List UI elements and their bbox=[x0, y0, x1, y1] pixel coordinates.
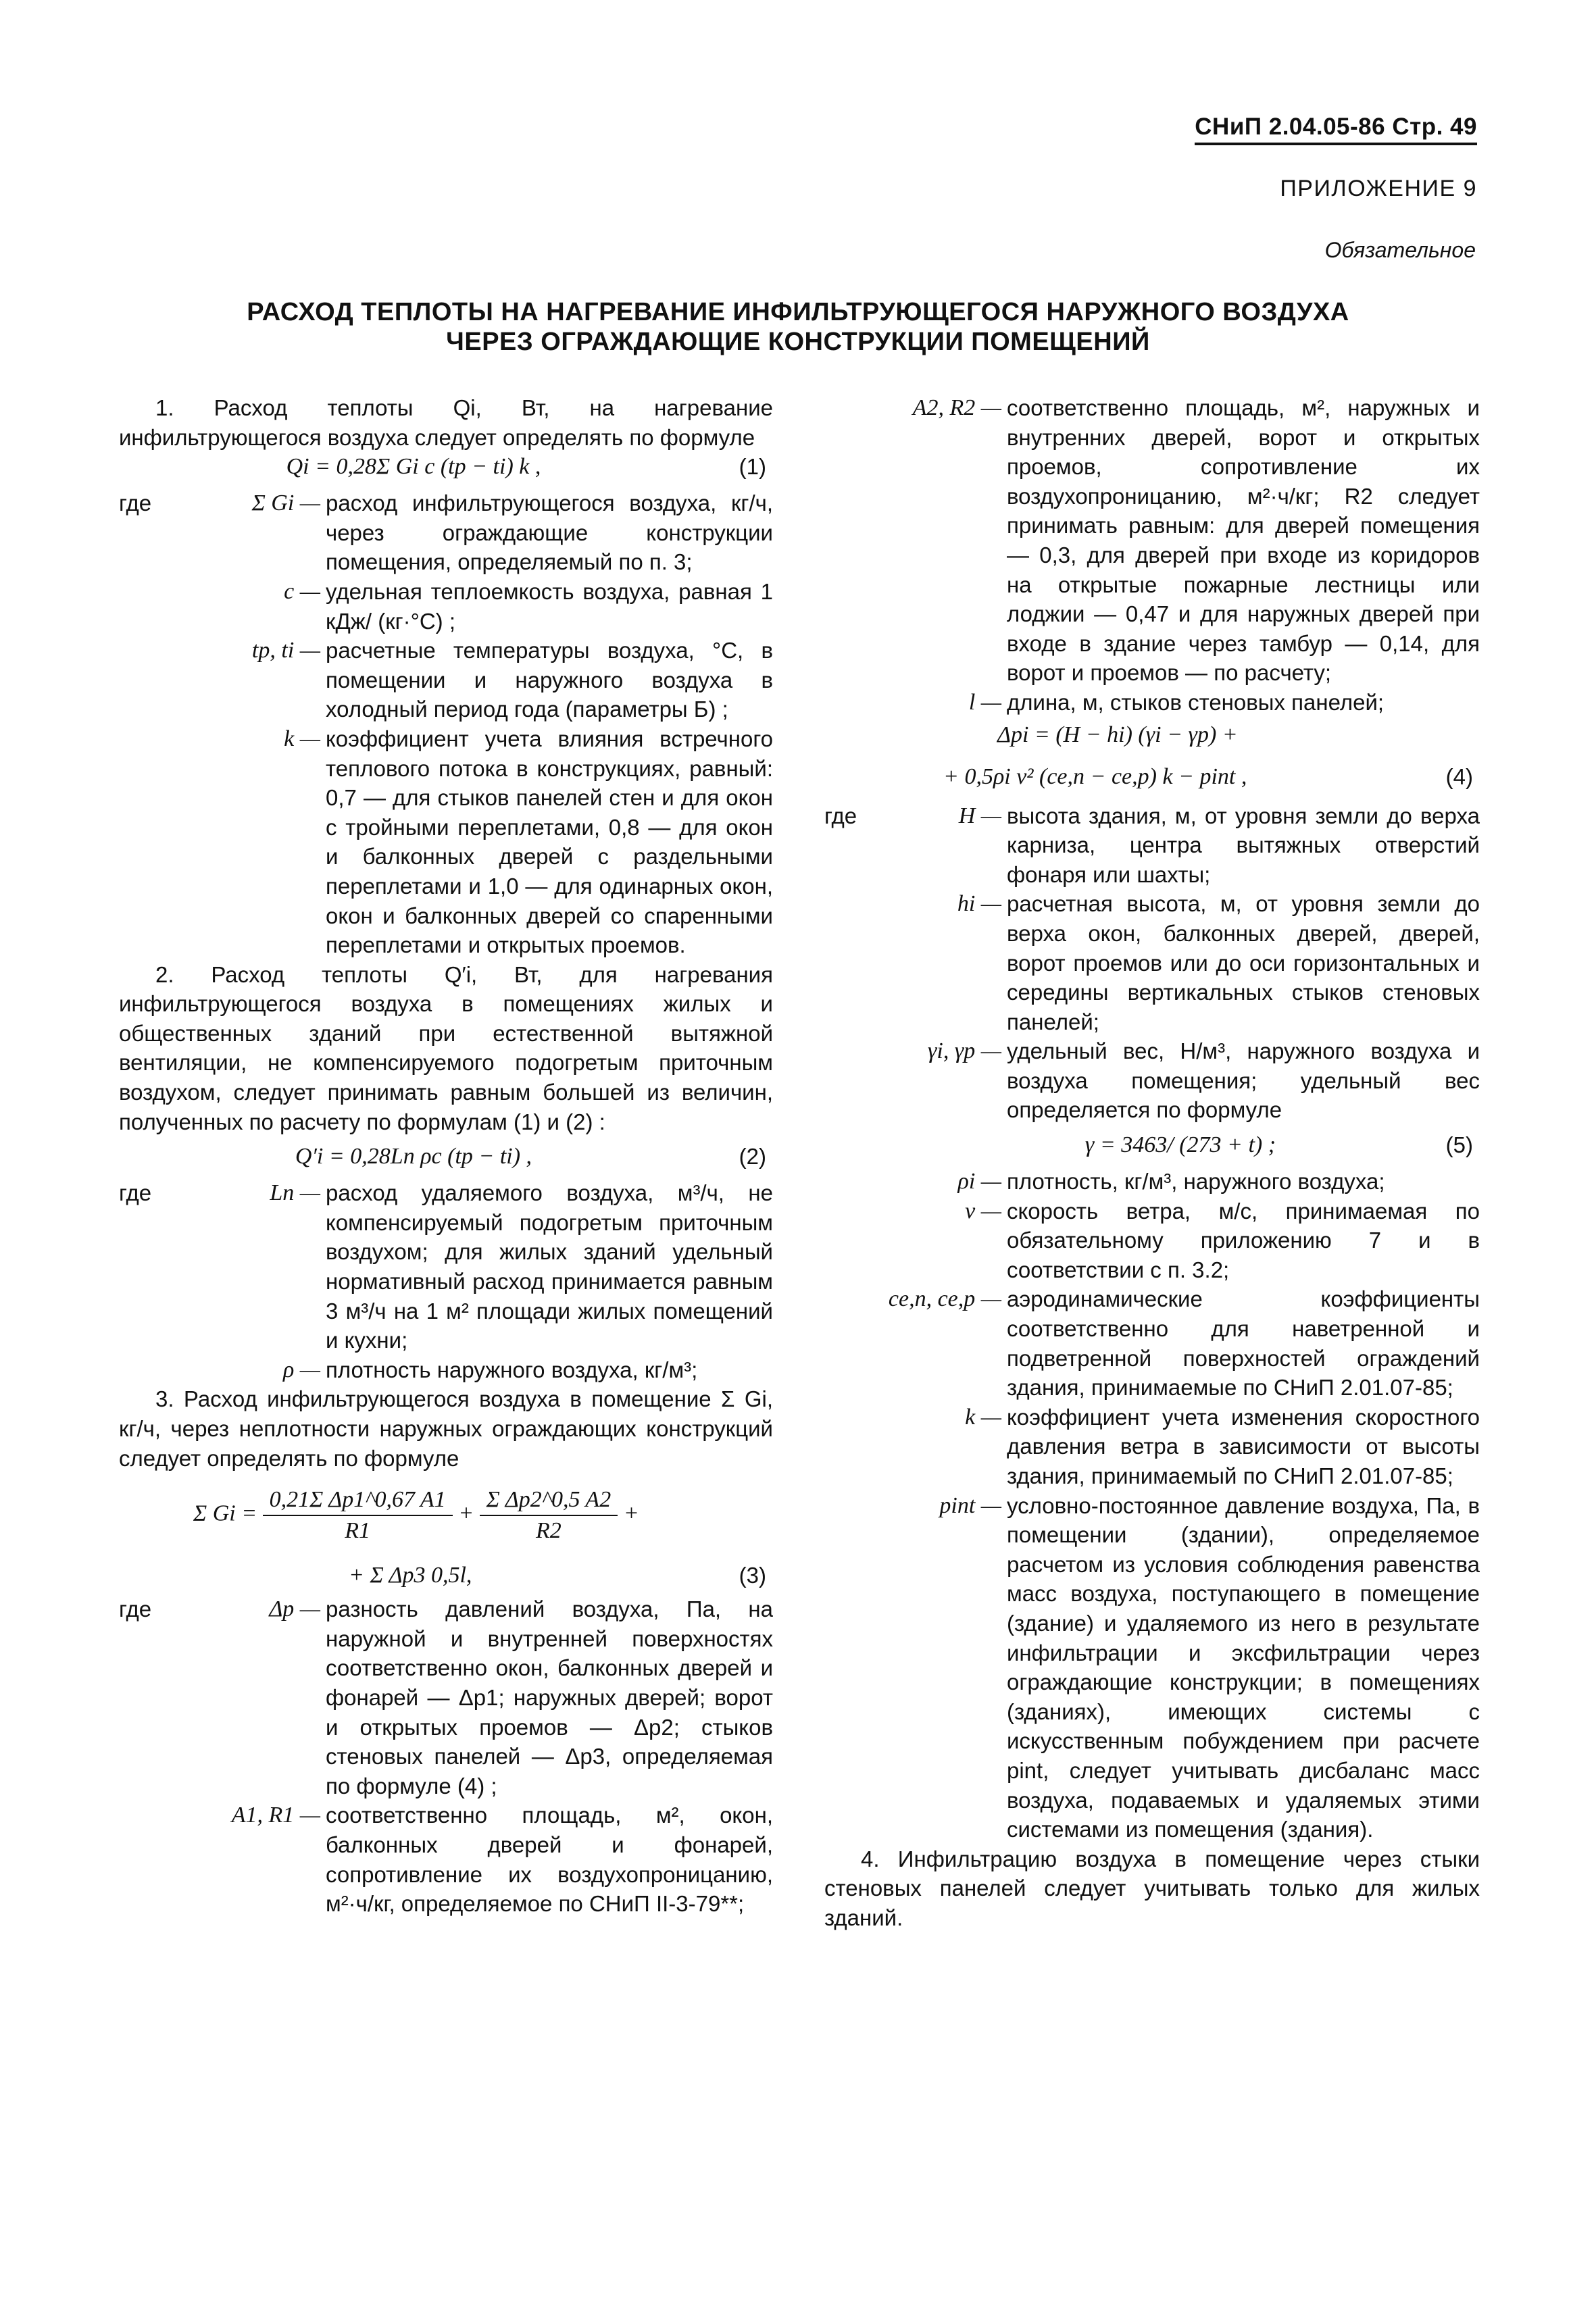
def-desc: соответственно площадь, м², окон, балконных дверей и фонарей, сопротивление их воздухопроницанию, м²·ч/кг, определяемое по СНиП II-3-79**; bbox=[326, 1803, 773, 1917]
def-desc: длина, м, стыков стеновых панелей; bbox=[1007, 689, 1385, 715]
formula-1-number: (1) bbox=[739, 454, 766, 480]
paragraph-4: 4. Инфильтрацию воздуха в помещение через стыки стеновых панелей следует учитывать только для жилых зданий. bbox=[824, 1846, 1480, 1930]
where-label: где bbox=[119, 1596, 152, 1622]
def-desc: соответственно площадь, м², наружных и внутренних дверей, ворот и открытых проемов, сопротивление их воздухопроницанию, м²·ч/кг; R2 следует принимать равным: для дверей помещения — 0,3, для дверей при входе из коридоров на открытые пожарные лестницы или лоджии — 0,47 и для наружных дверей при входе в здание через тамбур — 0,14, для ворот и проемов — по расчету; bbox=[1007, 395, 1480, 686]
def-desc: плотность наружного воздуха, кг/м³; bbox=[326, 1357, 698, 1382]
formula-3-plus: + bbox=[458, 1501, 474, 1526]
definition-list-3 bbox=[119, 1594, 773, 1919]
where-label: где bbox=[119, 491, 152, 516]
def-desc: коэффициент учета изменения скоростного давления ветра в зависимости от высоты здания, принимаемый по СНиП 2.01.07-85; bbox=[1007, 1404, 1480, 1488]
title-line-1: РАСХОД ТЕПЛОТЫ НА НАГРЕВАНИЕ ИНФИЛЬТРУЮЩЕГОСЯ НАРУЖНОГО ВОЗДУХА bbox=[247, 298, 1349, 326]
definition-list-1 bbox=[119, 488, 773, 960]
title-line-2: ЧЕРЕЗ ОГРАЖДАЮЩИЕ КОНСТРУКЦИИ ПОМЕЩЕНИЙ bbox=[446, 328, 1150, 356]
page-header: СНиП 2.04.05-86 Стр. 49 bbox=[1195, 114, 1477, 145]
fraction-2 bbox=[480, 1485, 618, 1545]
def-term: ce,n, ce,p — bbox=[888, 1286, 1001, 1312]
def-term: v — bbox=[965, 1198, 1001, 1224]
def-term: l — bbox=[968, 689, 1001, 715]
def-desc: аэродинамические коэффициенты соответственно для наветренной и подветренной поверхностей ограждений здания, принимаемые по СНиП 2.01.07-85; bbox=[1007, 1286, 1480, 1401]
formula-2-body: Q′i = 0,28Ln ρc (tp − ti) , bbox=[295, 1144, 532, 1169]
def-term: pint — bbox=[939, 1492, 1001, 1518]
paragraph-1: 1. Расход теплоты Qi, Вт, на нагревание инфильтрующегося воздуха следует определять по формуле bbox=[119, 395, 773, 450]
formula-5 bbox=[824, 1125, 1480, 1167]
def-desc: скорость ветра, м/с, принимаемая по обязательному приложению 7 и в соответствии с п. 3.2; bbox=[1007, 1198, 1480, 1282]
formula-3-body bbox=[193, 1485, 639, 1545]
def-term: Δp — bbox=[269, 1596, 320, 1622]
def-term: H — bbox=[958, 803, 1001, 828]
formula-4 bbox=[824, 718, 1480, 801]
def-term: ρ — bbox=[282, 1357, 320, 1382]
appendix-label: ПРИЛОЖЕНИЕ 9 bbox=[1280, 176, 1477, 201]
formula-1 bbox=[119, 452, 773, 488]
formula-4-line-2: + 0,5ρi v² (ce,n − ce,p) k − pint , bbox=[943, 763, 1247, 789]
formula-3-tail: + bbox=[623, 1501, 639, 1526]
status-label: Обязательное bbox=[1324, 238, 1476, 262]
formula-1-body: Qi = 0,28Σ Gi c (tp − ti) k , bbox=[286, 454, 541, 480]
def-term: Ln — bbox=[270, 1180, 320, 1206]
formula-4-line-1: Δpi = (H − hi) (γi − γp) + bbox=[997, 722, 1238, 747]
def-desc: расчетная высота, м, от уровня земли до верха окон, балконных дверей, дверей, ворот проемов или до оси горизонтальных и середины вертикальных стыков стеновых панелей; bbox=[1007, 891, 1480, 1034]
def-term: A1, R1 — bbox=[231, 1803, 320, 1828]
def-desc: удельная теплоемкость воздуха, равная 1 кДж/ (кг·°С) ; bbox=[326, 578, 773, 634]
fraction-2-numerator: Σ Δp2^0,5 A2 bbox=[480, 1485, 618, 1516]
def-term: c — bbox=[284, 578, 320, 604]
right-column bbox=[824, 393, 1480, 1933]
def-term: γi, γp — bbox=[928, 1038, 1001, 1064]
def-desc: высота здания, м, от уровня земли до верха карниза, центра вытяжных отверстий фонаря или шахты; bbox=[1007, 803, 1480, 887]
def-term: k — bbox=[284, 726, 320, 751]
where-label: где bbox=[824, 803, 857, 828]
paragraph-2: 2. Расход теплоты Q′i, Вт, для нагревания инфильтрующегося воздуха в помещениях жилых и общественных зданий при естественной вытяжной вентиляции, не компенсируемого подогретым приточным воздухом, следует принимать равным большей из величин, полученных по расчету по формулам (1) и (2) : bbox=[119, 961, 773, 1134]
def-term: ρi — bbox=[957, 1169, 1001, 1194]
def-desc: расчетные температуры воздуха, °С, в помещении и наружного воздуха в холодный период года (параметры Б) ; bbox=[326, 638, 773, 722]
def-desc: условно-постоянное давление воздуха, Па, в помещении (здании), определяемое расчетом из условия соблюдения равенства масс воздуха, поступающего в помещение (здание) и удаляемого из него в результате инфильтрации и эксфильтрации через ограждающие конструкции; в помещениях (зданиях), имеющих системы с искусственным побуждением при расчете pint, следует учитывать дисбаланс масс воздуха, подаваемых и удаляемых этими системами из помещения (здания). bbox=[1007, 1492, 1480, 1842]
left-column bbox=[119, 393, 773, 1919]
formula-3-lhs: Σ Gi = bbox=[193, 1501, 257, 1526]
definition-list-2 bbox=[119, 1178, 773, 1384]
def-desc: плотность, кг/м³, наружного воздуха; bbox=[1007, 1169, 1385, 1194]
fraction-1-numerator: 0,21Σ Δp1^0,67 A1 bbox=[263, 1485, 453, 1516]
formula-2-number: (2) bbox=[739, 1144, 766, 1169]
def-desc: расход инфильтрующегося воздуха, кг/ч, через ограждающие конструкции помещения, определяемый по п. 3; bbox=[326, 491, 773, 575]
def-desc: коэффициент учета влияния встречного теплового потока в конструкциях, равный: 0,7 — для стыков панелей стен и для окон с тройными переплетами, 0,8 — для окон и балконных дверей с раздельными переплетами и 1,0 — для одинарных окон, окон и балконных дверей со спаренными переплетами и открытых проемов. bbox=[326, 726, 773, 958]
def-desc: удельный вес, Н/м³, наружного воздуха и воздуха помещения; удельный вес определяется по формуле bbox=[1007, 1038, 1480, 1123]
formula-3-line-2: + Σ Δp3 0,5l, bbox=[349, 1563, 472, 1588]
formula-3-number: (3) bbox=[739, 1563, 766, 1588]
def-term: Σ Gi — bbox=[251, 491, 320, 516]
def-term: k — bbox=[965, 1404, 1001, 1430]
fraction-1-denominator: R1 bbox=[345, 1517, 371, 1543]
def-desc: расход удаляемого воздуха, м³/ч, не компенсируемый подогретым приточным воздухом; для жилых зданий удельный нормативный расход принимается равным 3 м³/ч на 1 м² площади жилых помещений и кухни; bbox=[326, 1180, 773, 1353]
paragraph-3: 3. Расход инфильтрующегося воздуха в помещение Σ Gi, кг/ч, через неплотности наружных ограждающих конструкций следует определять по формуле bbox=[119, 1386, 773, 1471]
definition-list-4 bbox=[824, 393, 1480, 718]
formula-5-number: (5) bbox=[1445, 1132, 1473, 1158]
def-desc: разность давлений воздуха, Па, на наружной и внутренней поверхностях соответственно окон, балконных дверей и фонарей — Δp1; наружных дверей; ворот и открытых проемов — Δp2; стыков стеновых панелей — Δp3, определяемая по формуле (4) ; bbox=[326, 1596, 773, 1799]
def-term: A2, R2 — bbox=[912, 395, 1001, 420]
def-term: tp, ti — bbox=[251, 638, 320, 663]
def-term: hi — bbox=[957, 891, 1001, 917]
definition-list-5 bbox=[824, 801, 1480, 1126]
where-label: где bbox=[119, 1180, 152, 1206]
formula-5-body: γ = 3463/ (273 + t) ; bbox=[1084, 1132, 1276, 1158]
fraction-2-denominator: R2 bbox=[536, 1517, 562, 1543]
formula-3 bbox=[119, 1473, 773, 1594]
formula-2 bbox=[119, 1136, 773, 1178]
document-title bbox=[135, 297, 1461, 357]
definition-list-6 bbox=[824, 1167, 1480, 1844]
formula-4-number: (4) bbox=[1445, 763, 1473, 789]
fraction-1 bbox=[263, 1485, 453, 1545]
